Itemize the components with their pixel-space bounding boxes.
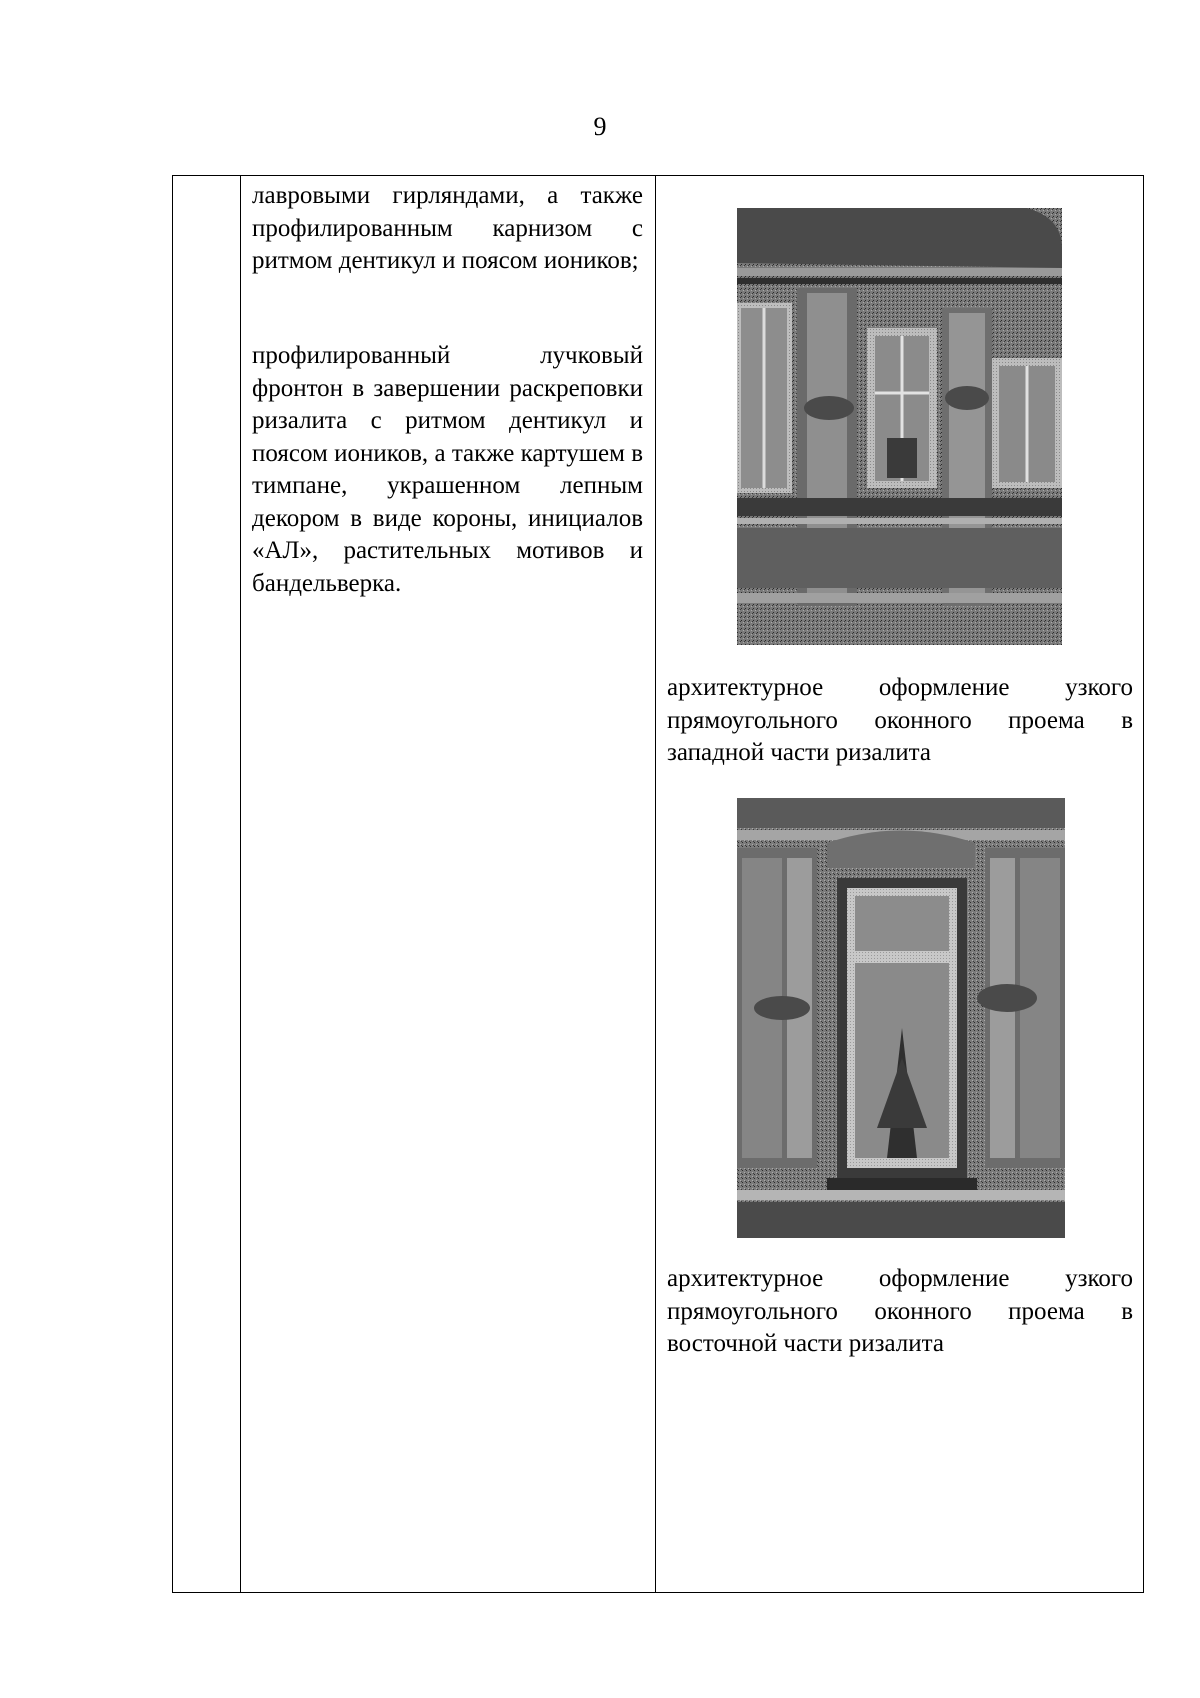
building-facade-photo-icon (737, 208, 1062, 645)
facade-photo-west (737, 208, 1062, 645)
page-number: 9 (593, 112, 607, 141)
photo-caption-west: архитектурное оформление узкого прямоугольного оконного проема в западной части ризалита (667, 674, 1133, 766)
description-paragraph-2: профилированный лучковый фронтон в завершении раскреповки ризалита с ритмом дентикул и поясом иоников, а также картушем в тимпане, украшенном лепным декором в виде короны, инициалов «АЛ», растительных мотивов и бандельверка. (252, 342, 643, 597)
building-window-photo-icon (737, 798, 1065, 1238)
photo-caption-east: архитектурное оформление узкого прямоугольного оконного проема в восточной части ризалита (667, 1265, 1133, 1357)
column-divider-2 (655, 176, 656, 1592)
description-paragraph-1: лавровыми гирляндами, а также профилированным карнизом с ритмом дентикул и поясом иоников; (252, 182, 643, 274)
column-divider-1 (240, 176, 241, 1592)
document-table (172, 175, 1144, 1593)
facade-photo-east (737, 798, 1065, 1238)
